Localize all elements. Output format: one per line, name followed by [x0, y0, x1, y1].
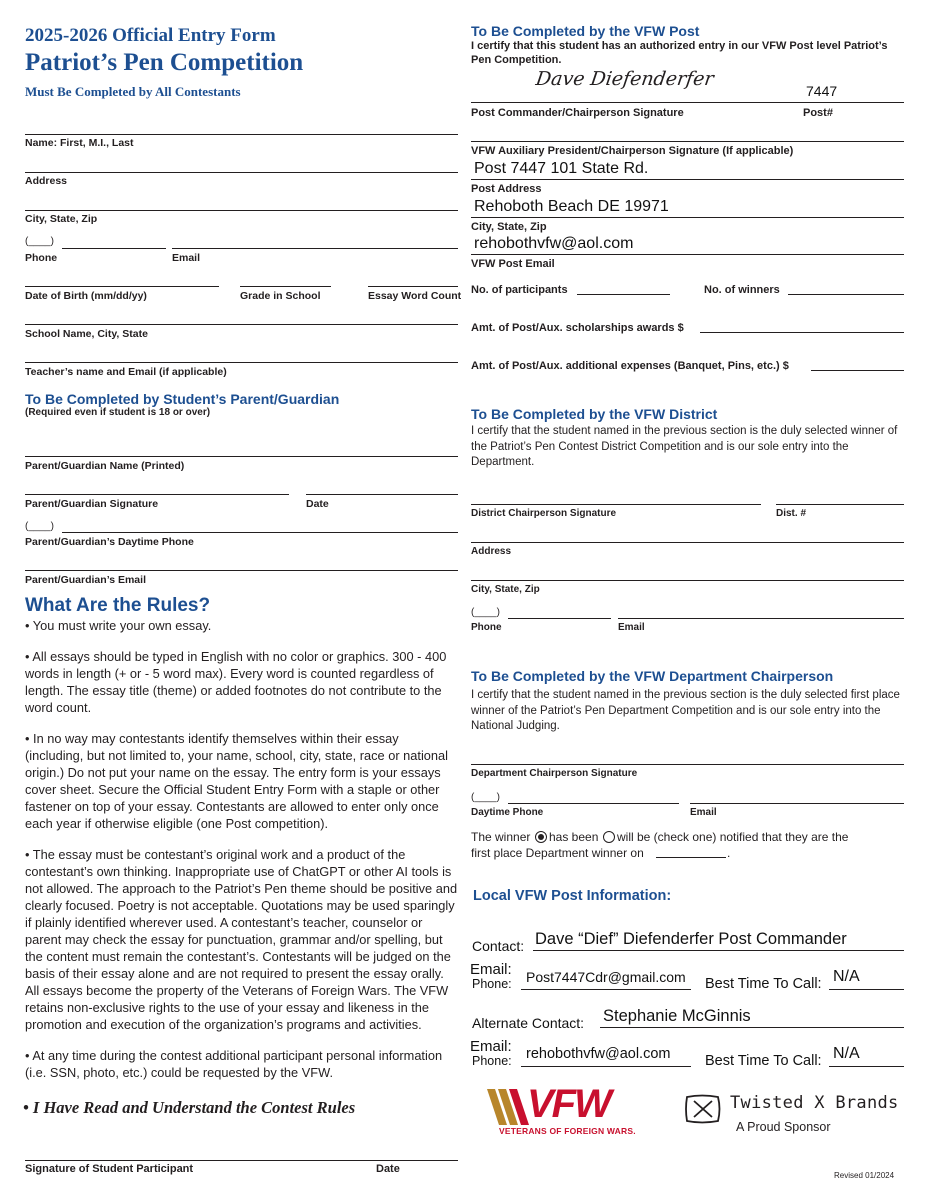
parent-phone-area-code: (____) — [25, 521, 54, 532]
post-heading: To Be Completed by the VFW Post — [471, 23, 700, 39]
department-certify-text: I certify that the student named in the previous section is the duly selected first place winner of the Patriot’s Pen Department Competition and is our sole entry into the National Judging. — [471, 689, 900, 732]
grade-label: Grade in School — [240, 290, 321, 302]
expenses-field[interactable] — [811, 370, 904, 371]
rule-item: • The essay must be contestant’s original work and a product of the contestant’s own thinking. Inappropriate use of ChatGPT or other AI tools is not allowed. The approach to the Patriot’s Pen theme should be positive and clearly focused. Poetry is not acceptable. Quotations may be used sparingly if plainly identified wherever used. A contestant’s teacher, counselor or parent may check the essay for punctuation, grammar and/or spelling, but the content must remain the contestant’s. Contestants will be judged on the basis of their essay alone and are not required to present the essay orally. All essays become the property of the Veterans of Foreign Wars. The VFW retains non-exclusive rights to the use of your essay and likeness in the promotion and execution of the organization’s programs and activities. — [25, 847, 458, 1032]
rules-acknowledgement: • I Have Read and Understand the Contest Rules — [23, 1098, 356, 1117]
student-signature-label: Signature of Student Participant — [25, 1163, 194, 1175]
scholarships-label: Amt. of Post/Aux. scholarships awards $ — [471, 322, 684, 334]
post-certify-text: I certify that this student has an authorized entry in our VFW Post level Patriot’s Pen Competition. — [471, 40, 888, 66]
parent-email-field[interactable] — [25, 570, 458, 571]
city-label: City, State, Zip — [25, 213, 98, 225]
best-time-field-1[interactable] — [829, 989, 904, 990]
revised-date: Revised 01/2024 — [834, 1171, 895, 1180]
department-email-field[interactable] — [690, 803, 904, 804]
parent-heading: To Be Completed by Student’s Parent/Guardian — [25, 391, 340, 407]
rules-list — [25, 617, 458, 1095]
commander-label: Post Commander/Chairperson Signature — [471, 107, 684, 119]
post-number-value: 7447 — [806, 83, 838, 99]
rule-item: • In no way may contestants identify themselves within their essay (including, but not limited to, your name, school, city, state, race or national origin.) Do not put your name on the essay. The entry form is your essays cover sheet. Secure the Official Student Entry Form with a staple or other fastener on top of your essay. Contestants are allowed to enter only once each year if otherwise eligible (one Post competition). — [25, 731, 448, 831]
parent-date-label: Date — [306, 498, 329, 510]
parent-phone-label: Parent/Guardian’s Daytime Phone — [25, 536, 194, 548]
auxiliary-label: VFW Auxiliary President/Chairperson Signature (If applicable) — [471, 145, 794, 157]
alt-email-field[interactable] — [521, 1066, 691, 1067]
email-field[interactable] — [172, 248, 458, 249]
teacher-field[interactable] — [25, 362, 458, 363]
district-city-field[interactable] — [471, 580, 904, 581]
best-time-label-1: Best Time To Call: — [705, 976, 822, 992]
has-been-label: has been — [549, 830, 599, 844]
post-address-value: Post 7447 101 State Rd. — [474, 160, 649, 177]
post-number-label: Post# — [803, 107, 833, 119]
commander-signature: Dave Diefenderfer — [534, 68, 716, 90]
form-year-title: 2025-2026 Official Entry Form — [25, 25, 276, 46]
student-signature-field[interactable] — [25, 1160, 458, 1161]
address-field[interactable] — [25, 172, 458, 173]
school-label: School Name, City, State — [25, 328, 148, 340]
department-winner-date-text: first place Department winner on — [471, 846, 644, 860]
department-heading: To Be Completed by the VFW Department Chairperson — [471, 668, 834, 684]
post-email-label: VFW Post Email — [471, 258, 555, 270]
parent-email-label: Parent/Guardian’s Email — [25, 574, 146, 586]
department-winner-date-field[interactable] — [656, 857, 726, 858]
wordcount-label: Essay Word Count — [368, 290, 462, 302]
department-phone-field[interactable] — [508, 803, 679, 804]
district-signature-label: District Chairperson Signature — [471, 508, 617, 519]
district-email-field[interactable] — [618, 618, 904, 619]
competition-title: Patriot’s Pen Competition — [25, 49, 304, 76]
post-city-value: Rehoboth Beach DE 19971 — [474, 198, 669, 215]
contact-value: Dave “Dief” Diefenderfer Post Commander — [535, 930, 847, 948]
x-box-icon — [684, 1093, 722, 1125]
parent-name-field[interactable] — [25, 456, 458, 457]
post-address-label: Post Address — [471, 183, 542, 195]
teacher-label: Teacher’s name and Email (if applicable) — [25, 366, 227, 378]
alt-contact-label: Alternate Contact: — [472, 1015, 585, 1031]
form-subtitle: Must Be Completed by All Contestants — [25, 84, 241, 99]
dob-label: Date of Birth (mm/dd/yy) — [25, 290, 147, 302]
participants-field[interactable] — [577, 294, 670, 295]
district-phone-label: Phone — [471, 622, 502, 633]
district-signature-field[interactable] — [471, 504, 761, 505]
auxiliary-signature-field[interactable] — [471, 141, 904, 142]
phone-area-code: (____) — [25, 236, 54, 247]
phone-label: Phone — [25, 252, 58, 264]
vfw-logo-text: VFW — [527, 1082, 610, 1126]
school-field[interactable] — [25, 324, 458, 325]
vfw-tagline: VETERANS OF FOREIGN WARS. — [499, 1126, 636, 1136]
district-heading: To Be Completed by the VFW District — [471, 406, 718, 422]
district-phone-area-code: (____) — [471, 607, 500, 618]
contact-email-value: Post7447Cdr@gmail.com — [526, 969, 686, 985]
rule-item: • You must write your own essay. — [25, 618, 212, 633]
district-email-label: Email — [618, 622, 645, 633]
sponsor-name: Twisted X Brands — [730, 1093, 899, 1113]
best-time-value-1: N/A — [833, 968, 860, 985]
post-email-field[interactable] — [471, 254, 904, 255]
district-address-label: Address — [471, 546, 512, 557]
parent-name-label: Parent/Guardian Name (Printed) — [25, 460, 185, 472]
will-be-label: will be (check one) notified that they are the — [617, 830, 849, 844]
department-phone-label: Daytime Phone — [471, 807, 544, 818]
rule-item: • At any time during the contest additional participant personal information (i.e. SSN, photo, etc.) could be requested by the VFW. — [25, 1048, 443, 1080]
alt-contact-value: Stephanie McGinnis — [603, 1007, 751, 1025]
grade-field[interactable] — [240, 286, 331, 287]
contact-field[interactable] — [533, 950, 904, 951]
post-email-value: rehobothvfw@aol.com — [474, 235, 634, 252]
best-time-value-2: N/A — [833, 1045, 860, 1062]
parent-signature-label: Parent/Guardian Signature — [25, 498, 159, 510]
dob-field[interactable] — [25, 286, 219, 287]
department-winner-date-period: . — [727, 846, 731, 860]
wordcount-field[interactable] — [368, 286, 458, 287]
participants-label: No. of participants — [471, 284, 568, 296]
scholarships-field[interactable] — [700, 332, 904, 333]
department-phone-area-code: (____) — [471, 792, 500, 803]
best-time-label-2: Best Time To Call: — [705, 1053, 822, 1069]
expenses-label: Amt. of Post/Aux. additional expenses (Banquet, Pins, etc.) $ — [471, 360, 789, 372]
parent-phone-field[interactable] — [62, 532, 458, 533]
parent-signature-field[interactable] — [25, 494, 289, 495]
phone-label-2: Phone: — [472, 1054, 512, 1068]
department-signature-field[interactable] — [471, 764, 904, 765]
post-city-label: City, State, Zip — [471, 221, 547, 233]
department-email-label: Email — [690, 807, 717, 818]
alt-contact-field[interactable] — [600, 1027, 904, 1028]
district-address-field[interactable] — [471, 542, 904, 543]
sponsor-tagline: A Proud Sponsor — [736, 1120, 831, 1134]
phone-field[interactable] — [62, 248, 166, 249]
best-time-field-2[interactable] — [829, 1066, 904, 1067]
name-label: Name: First, M.I., Last — [25, 137, 134, 149]
commander-signature-field[interactable] — [471, 102, 904, 103]
vfw-stripes-icon — [487, 1089, 531, 1125]
has-been-radio-icon[interactable] — [535, 831, 547, 843]
email-label-1: Email: — [470, 961, 512, 978]
parent-note: (Required even if student is 18 or over) — [25, 407, 211, 418]
district-number-label: Dist. # — [776, 508, 807, 519]
district-certify-text: I certify that the student named in the previous section is the duly selected winner of the Patriot’s Pen Contest District Competition and is our sole entry into the Department. — [471, 425, 898, 468]
district-phone-field[interactable] — [508, 618, 611, 619]
city-field[interactable] — [25, 210, 458, 211]
local-info-heading: Local VFW Post Information: — [473, 888, 672, 904]
winners-field[interactable] — [788, 294, 904, 295]
winners-label: No. of winners — [704, 284, 780, 296]
address-label: Address — [25, 175, 68, 187]
alt-email-value: rehobothvfw@aol.com — [526, 1046, 671, 1062]
rules-heading: What Are the Rules? — [25, 595, 211, 616]
sponsor-logo — [684, 1093, 899, 1141]
name-field[interactable] — [25, 134, 458, 135]
email-label-2: Email: — [470, 1038, 512, 1055]
post-city-field[interactable] — [471, 217, 904, 218]
contact-email-field[interactable] — [521, 989, 691, 990]
post-address-field[interactable] — [471, 179, 904, 180]
will-be-radio-icon[interactable] — [603, 831, 615, 843]
rule-item: • All essays should be typed in English with no color or graphics. 300 - 400 words in length (+ or - 5 word max). Every word is counted regardless of length. The essay title (theme) or added footnotes do not contribute to the word count. — [25, 649, 447, 715]
district-city-label: City, State, Zip — [471, 584, 540, 595]
phone-label-1: Phone: — [472, 977, 512, 991]
student-date-label: Date — [376, 1163, 400, 1175]
contact-label: Contact: — [472, 938, 525, 954]
winner-prefix: The winner — [471, 830, 531, 844]
parent-date-field[interactable] — [306, 494, 458, 495]
email-label: Email — [172, 252, 201, 264]
vfw-logo — [487, 1082, 642, 1136]
district-number-field[interactable] — [776, 504, 904, 505]
department-signature-label: Department Chairperson Signature — [471, 768, 638, 779]
